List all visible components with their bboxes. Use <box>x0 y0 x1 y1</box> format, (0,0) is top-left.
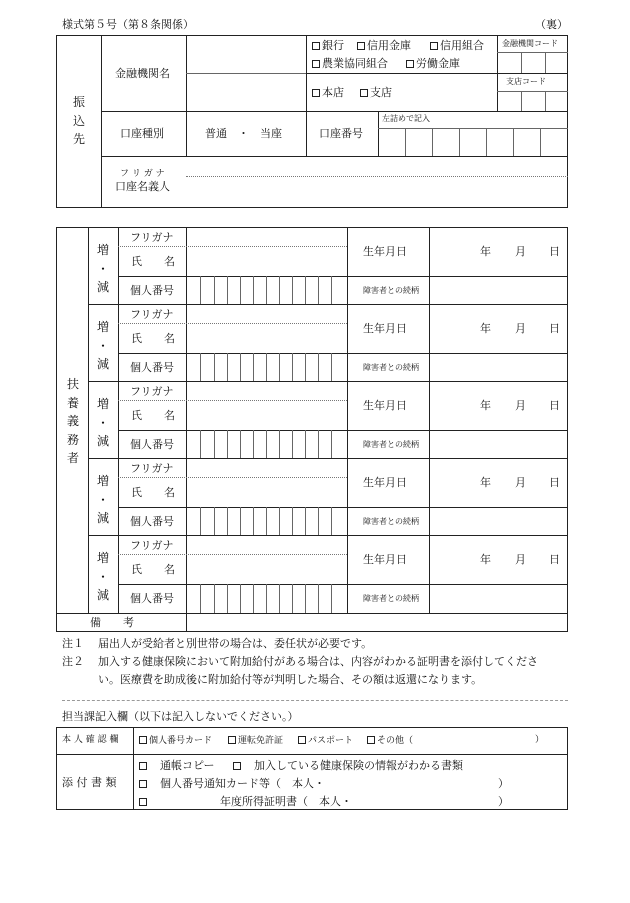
year-label: 年 <box>480 322 491 335</box>
office-title: 担当課記入欄（以下は記入しないでください。） <box>62 710 299 723</box>
bank-type-shinkin[interactable]: 信用金庫 <box>357 40 411 51</box>
my-number-label: 個人番号 <box>130 438 174 451</box>
year-label: 年 <box>480 476 491 489</box>
furigana-label: フリガナ <box>130 539 174 552</box>
branch-type-branch[interactable]: 支店 <box>360 87 392 98</box>
account-type-label: 口座種別 <box>120 127 164 140</box>
my-number-label: 個人番号 <box>130 592 174 605</box>
bank-type-nokyo[interactable]: 農業協同組合 <box>312 58 388 69</box>
transfer-section-label: 振 込 先 <box>72 95 85 147</box>
my-number-label: 個人番号 <box>130 284 174 297</box>
attach-passbook[interactable]: 通帳コピー <box>139 760 215 771</box>
attach-income-cert-label: 年度所得証明書（ 本人・ <box>220 795 352 808</box>
attach-insurance-info[interactable]: 加入している健康保険の情報がわかる書類 <box>233 760 463 771</box>
my-number-cells[interactable] <box>200 353 347 381</box>
bank-type-shinkumi[interactable]: 信用組合 <box>430 40 484 51</box>
day-label: 日 <box>549 399 560 412</box>
year-label: 年 <box>480 399 491 412</box>
identity-option-other[interactable]: その他（ <box>367 736 413 746</box>
year-label: 年 <box>480 245 491 258</box>
relation-label: 障害者との続柄 <box>363 286 419 295</box>
month-label: 月 <box>515 399 526 412</box>
my-number-cells[interactable] <box>200 276 347 304</box>
identity-option-license[interactable]: 運転免許証 <box>228 736 283 746</box>
birthdate-label: 生年月日 <box>363 245 407 258</box>
left-justify-note: 左詰めで記入 <box>382 114 430 123</box>
year-label: 年 <box>480 553 491 566</box>
account-type-options[interactable]: 普通 ・ 当座 <box>205 127 282 140</box>
name-label: 氏 名 <box>131 486 175 499</box>
note-1-label: 注１ <box>62 637 84 650</box>
remarks-label: 備 考 <box>90 616 134 629</box>
account-holder-label: 口座名義人 <box>115 180 170 193</box>
bank-code-label: 金融機関コード <box>502 39 558 48</box>
furigana-label: フリガナ <box>130 385 174 398</box>
side-label: （裏） <box>535 18 568 31</box>
relation-label: 障害者との続柄 <box>363 363 419 372</box>
bank-type-rokin[interactable]: 労働金庫 <box>406 58 460 69</box>
note-2-label: 注２ <box>62 655 84 668</box>
month-label: 月 <box>515 245 526 258</box>
month-label: 月 <box>515 322 526 335</box>
birthdate-label: 生年月日 <box>363 399 407 412</box>
birthdate-label: 生年月日 <box>363 476 407 489</box>
my-number-cells[interactable] <box>200 430 347 458</box>
month-label: 月 <box>515 553 526 566</box>
birthdate-label: 生年月日 <box>363 553 407 566</box>
cut-line <box>62 700 568 701</box>
change-label: 増 ・ 減 <box>96 243 109 295</box>
change-label: 増 ・ 減 <box>96 320 109 372</box>
attach-label: 添 付 書 類 <box>62 776 117 789</box>
relation-label: 障害者との続柄 <box>363 517 419 526</box>
bank-name-label: 金融機関名 <box>115 67 170 80</box>
birthdate-label: 生年月日 <box>363 322 407 335</box>
attach-line3-close: ） <box>498 795 509 808</box>
name-label: 氏 名 <box>131 332 175 345</box>
month-label: 月 <box>515 476 526 489</box>
day-label: 日 <box>549 245 560 258</box>
my-number-cells[interactable] <box>200 584 347 613</box>
attach-line2-close: ） <box>498 777 509 790</box>
name-label: 氏 名 <box>131 409 175 422</box>
my-number-cells[interactable] <box>200 507 347 535</box>
relation-label: 障害者との続柄 <box>363 594 419 603</box>
change-label: 増 ・ 減 <box>96 551 109 603</box>
note-2-text: 加入する健康保険において附加給付がある場合は、内容がわかる証明書を添付してくださ <box>98 655 538 668</box>
change-label: 増 ・ 減 <box>96 474 109 526</box>
name-label: 氏 名 <box>131 255 175 268</box>
attach-mynumber-card[interactable]: 個人番号通知カード等（ 本人・ <box>139 778 325 789</box>
furigana-small-label: フ リ ガ ナ <box>120 169 165 179</box>
my-number-label: 個人番号 <box>130 515 174 528</box>
day-label: 日 <box>549 476 560 489</box>
day-label: 日 <box>549 322 560 335</box>
furigana-label: フリガナ <box>130 462 174 475</box>
attach-income-cert[interactable] <box>139 796 149 807</box>
relation-label: 障害者との続柄 <box>363 440 419 449</box>
form-title: 様式第５号（第８条関係） <box>62 18 194 31</box>
account-number-label: 口座番号 <box>319 127 363 140</box>
branch-code-label: 支店コード <box>506 77 546 86</box>
name-label: 氏 名 <box>131 563 175 576</box>
dependents-section-label: 扶 養 義 務 者 <box>66 377 79 466</box>
branch-type-main[interactable]: 本店 <box>312 87 344 98</box>
day-label: 日 <box>549 553 560 566</box>
change-label: 増 ・ 減 <box>96 397 109 449</box>
note-2-text-cont: い。医療費を助成後に附加給付等が判明した場合、その額は返還になります。 <box>98 673 483 686</box>
furigana-label: フリガナ <box>130 308 174 321</box>
my-number-label: 個人番号 <box>130 361 174 374</box>
identity-label: 本 人 確 認 欄 <box>62 735 119 745</box>
identity-option-mynumber[interactable]: 個人番号カード <box>139 736 212 746</box>
furigana-label: フリガナ <box>130 231 174 244</box>
note-1-text: 届出人が受給者と別世帯の場合は、委任状が必要です。 <box>98 637 373 650</box>
bank-type-bank[interactable]: 銀行 <box>312 40 344 51</box>
identity-close-paren: ） <box>535 735 545 745</box>
identity-option-passport[interactable]: パスポート <box>298 736 353 746</box>
